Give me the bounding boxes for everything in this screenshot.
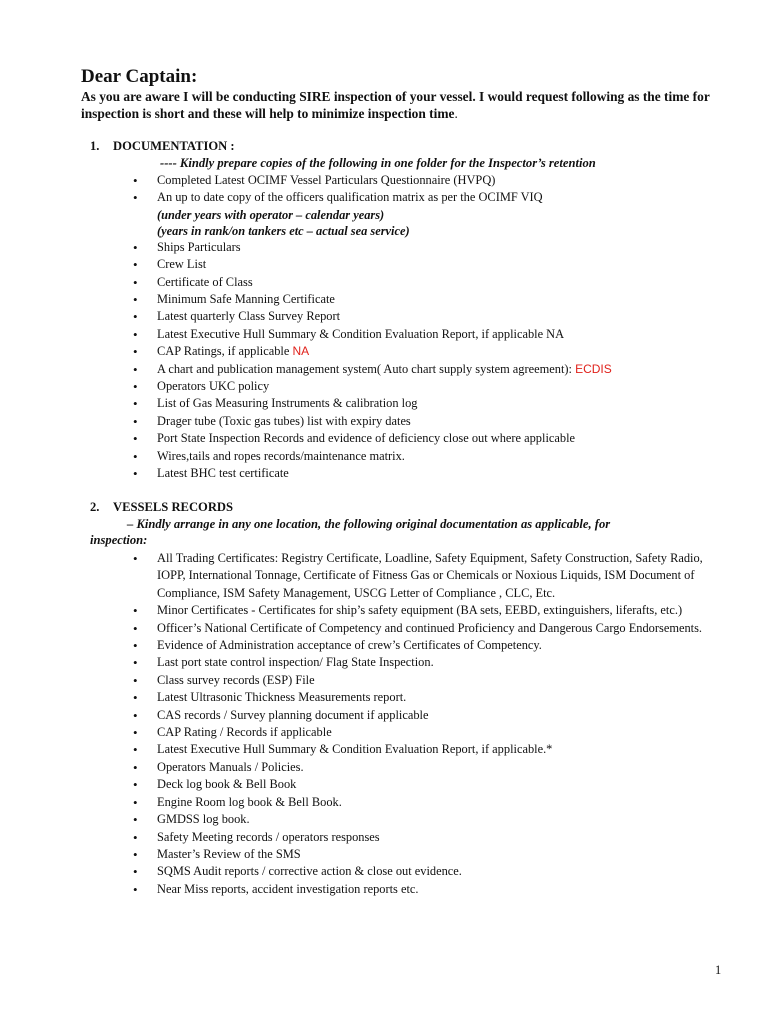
intro-period: . [454, 106, 458, 121]
qualification-note: (years in rank/on tankers etc – actual sea service) [157, 223, 410, 238]
ecdis-annotation: ECDIS [575, 361, 612, 376]
list-item: • Latest BHC test certificate [157, 465, 732, 482]
qualification-note: (under years with operator – calendar years) [157, 207, 385, 222]
intro-text: As you are aware I will be conducting SIRE inspection of your vessel. I would request following as the time for inspection is short and these will help to minimize inspection time [81, 89, 710, 121]
page-number: 1 [715, 963, 722, 977]
greeting: Dear Captain: [81, 66, 198, 87]
section-title: VESSELS RECORDS [113, 500, 234, 514]
list-item: • SQMS Audit reports / corrective action & close out evidence. [157, 863, 732, 880]
list-item: • Latest Ultrasonic Thickness Measurements report. [157, 689, 732, 706]
list-item: • Class survey records (ESP) File [157, 672, 732, 689]
list-item: • Safety Meeting records / operators responses [157, 829, 732, 846]
list-item: • Operators Manuals / Policies. [157, 759, 732, 776]
na-annotation: NA [292, 344, 310, 359]
vessel-records-list [157, 550, 732, 898]
list-item: • CAP Ratings, if applicable NA [157, 343, 732, 360]
list-item: • GMDSS log book. [157, 811, 732, 828]
list-item: • Wires,tails and ropes records/maintenance matrix. [157, 448, 732, 465]
list-item: • Minimum Safe Manning Certificate [157, 291, 732, 308]
list-item: • A chart and publication management system( Auto chart supply system agreement): ECDIS [157, 361, 732, 378]
list-item: • CAP Rating / Records if applicable [157, 724, 732, 741]
list-item: • Ships Particulars [157, 239, 732, 256]
documentation-list [157, 172, 732, 483]
list-item: • Crew List [157, 256, 732, 273]
section-heading-documentation [90, 138, 235, 154]
list-item: • Master’s Review of the SMS [157, 846, 732, 863]
section2-instruction-continued: inspection: [90, 533, 148, 547]
list-item: • Officer’s National Certificate of Competency and continued Proficiency and Dangerous Cargo Endorsements. [157, 620, 732, 637]
list-item: • Evidence of Administration acceptance of crew’s Certificates of Competency. [157, 637, 732, 654]
section1-instruction: ---- Kindly prepare copies of the following in one folder for the Inspector’s retention [160, 156, 596, 170]
section-number: 1. [90, 139, 100, 153]
intro-paragraph [81, 88, 721, 122]
list-item: • Latest Executive Hull Summary & Condition Evaluation Report, if applicable.* [157, 741, 732, 758]
section2-instruction: – Kindly arrange in any one location, the following original documentation as applicable, for [127, 517, 611, 531]
list-item: • Last port state control inspection/ Flag State Inspection. [157, 654, 732, 671]
list-item: • Drager tube (Toxic gas tubes) list with expiry dates [157, 413, 732, 430]
list-item: • An up to date copy of the officers qualification matrix as per the OCIMF VIQ (under years with operator – calendar years) (years in rank/on tankers etc – actual sea service) [157, 189, 732, 238]
section-title: DOCUMENTATION : [113, 139, 235, 153]
list-item: • All Trading Certificates: Registry Certificate, Loadline, Safety Equipment, Safety Construction, Safety Radio, IOPP, International Tonnage, Certificate of Fitness Gas or Chemicals or Noxious Liquids, ISM Document of Compliance, ISM Safety Management, USCG Letter of Compliance , CLC, Etc. [157, 550, 732, 602]
section-number: 2. [90, 500, 100, 514]
list-item: • Minor Certificates - Certificates for ship’s safety equipment (BA sets, EEBD, extinguishers, liferafts, etc.) [157, 602, 732, 619]
list-item: • Latest Executive Hull Summary & Condition Evaluation Report, if applicable NA [157, 326, 732, 343]
list-item: • Latest quarterly Class Survey Report [157, 308, 732, 325]
list-item: • Near Miss reports, accident investigation reports etc. [157, 881, 732, 898]
list-item: • Engine Room log book & Bell Book. [157, 794, 732, 811]
list-item: • Deck log book & Bell Book [157, 776, 732, 793]
list-item: • Port State Inspection Records and evidence of deficiency close out where applicable [157, 430, 732, 447]
list-item: • CAS records / Survey planning document if applicable [157, 707, 732, 724]
list-item: • Certificate of Class [157, 274, 732, 291]
list-item: • List of Gas Measuring Instruments & calibration log [157, 395, 732, 412]
section-heading-vessels-records [90, 499, 233, 515]
list-item: • Operators UKC policy [157, 378, 732, 395]
list-item: • Completed Latest OCIMF Vessel Particulars Questionnaire (HVPQ) [157, 172, 732, 189]
